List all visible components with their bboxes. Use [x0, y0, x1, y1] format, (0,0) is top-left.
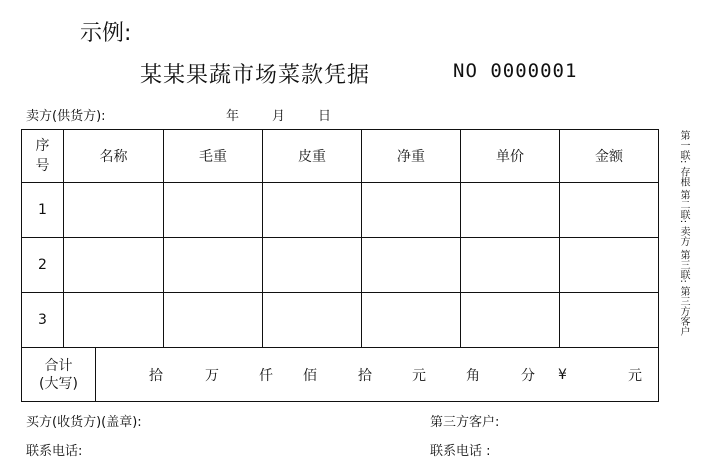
column-header-tare-weight: 皮重	[263, 130, 362, 183]
name-cell[interactable]	[64, 293, 164, 348]
header-row	[22, 130, 659, 183]
unit-jiao: 角	[466, 367, 480, 384]
table-row	[22, 293, 659, 348]
document-title: 某某果蔬市场菜款凭据	[140, 63, 371, 88]
tare-weight-cell[interactable]	[263, 183, 362, 238]
amount-cell[interactable]	[560, 183, 659, 238]
unit-price-cell[interactable]	[461, 293, 560, 348]
third-party-label: 第三方客户:	[430, 415, 500, 430]
column-header-name: 名称	[64, 130, 164, 183]
seq-header	[22, 130, 64, 183]
date-year-label: 年	[226, 109, 240, 124]
name-cell[interactable]	[64, 183, 164, 238]
gross-weight-cell[interactable]	[164, 183, 263, 238]
total-row	[22, 348, 659, 402]
seq-header-char-1: 序	[35, 138, 50, 154]
row-number: 3	[22, 293, 64, 348]
net-weight-cell[interactable]	[362, 293, 461, 348]
buyer-label: 买方(收货方)(盖章):	[26, 415, 142, 430]
currency-yen-sign: ¥	[558, 366, 567, 383]
date-month-label: 月	[272, 109, 286, 124]
row-number: 2	[22, 238, 64, 293]
serial-number: NO 0000001	[453, 60, 578, 82]
seller-label: 卖方(供货方):	[26, 109, 106, 124]
total-label-line-2: (大写)	[39, 375, 78, 392]
example-label: 示例:	[80, 21, 132, 46]
gross-weight-cell[interactable]	[164, 238, 263, 293]
copy-distribution-note: 第一联: 存根 第二联: 卖方 第三联: 第三方客户	[678, 130, 689, 337]
unit-shi-2: 拾	[358, 367, 372, 384]
column-header-gross-weight: 毛重	[164, 130, 263, 183]
net-weight-cell[interactable]	[362, 183, 461, 238]
tare-weight-cell[interactable]	[263, 293, 362, 348]
total-label-line-1: 合计	[44, 357, 73, 374]
net-weight-cell[interactable]	[362, 238, 461, 293]
unit-bai: 佰	[303, 367, 317, 384]
unit-wan: 万	[205, 367, 219, 384]
unit-shi-1: 拾	[149, 367, 163, 384]
amount-in-words-field[interactable]	[96, 348, 659, 402]
gross-weight-cell[interactable]	[164, 293, 263, 348]
total-label	[22, 348, 96, 402]
unit-price-cell[interactable]	[461, 183, 560, 238]
tare-weight-cell[interactable]	[263, 238, 362, 293]
unit-yuan-1: 元	[412, 367, 426, 384]
column-header-unit-price: 单价	[461, 130, 560, 183]
table-row	[22, 238, 659, 293]
amount-cell[interactable]	[560, 293, 659, 348]
unit-yuan-2: 元	[628, 367, 642, 384]
unit-qian: 仟	[259, 367, 273, 384]
unit-fen: 分	[521, 367, 535, 384]
third-party-phone-label: 联系电话 :	[430, 444, 491, 459]
date-day-label: 日	[318, 109, 332, 124]
table-row	[22, 183, 659, 238]
amount-cell[interactable]	[560, 238, 659, 293]
buyer-phone-label: 联系电话:	[26, 444, 83, 459]
name-cell[interactable]	[64, 238, 164, 293]
receipt-table	[21, 129, 658, 402]
unit-price-cell[interactable]	[461, 238, 560, 293]
row-number: 1	[22, 183, 64, 238]
column-header-amount: 金额	[560, 130, 659, 183]
seq-header-char-2: 号	[35, 158, 50, 174]
column-header-net-weight: 净重	[362, 130, 461, 183]
